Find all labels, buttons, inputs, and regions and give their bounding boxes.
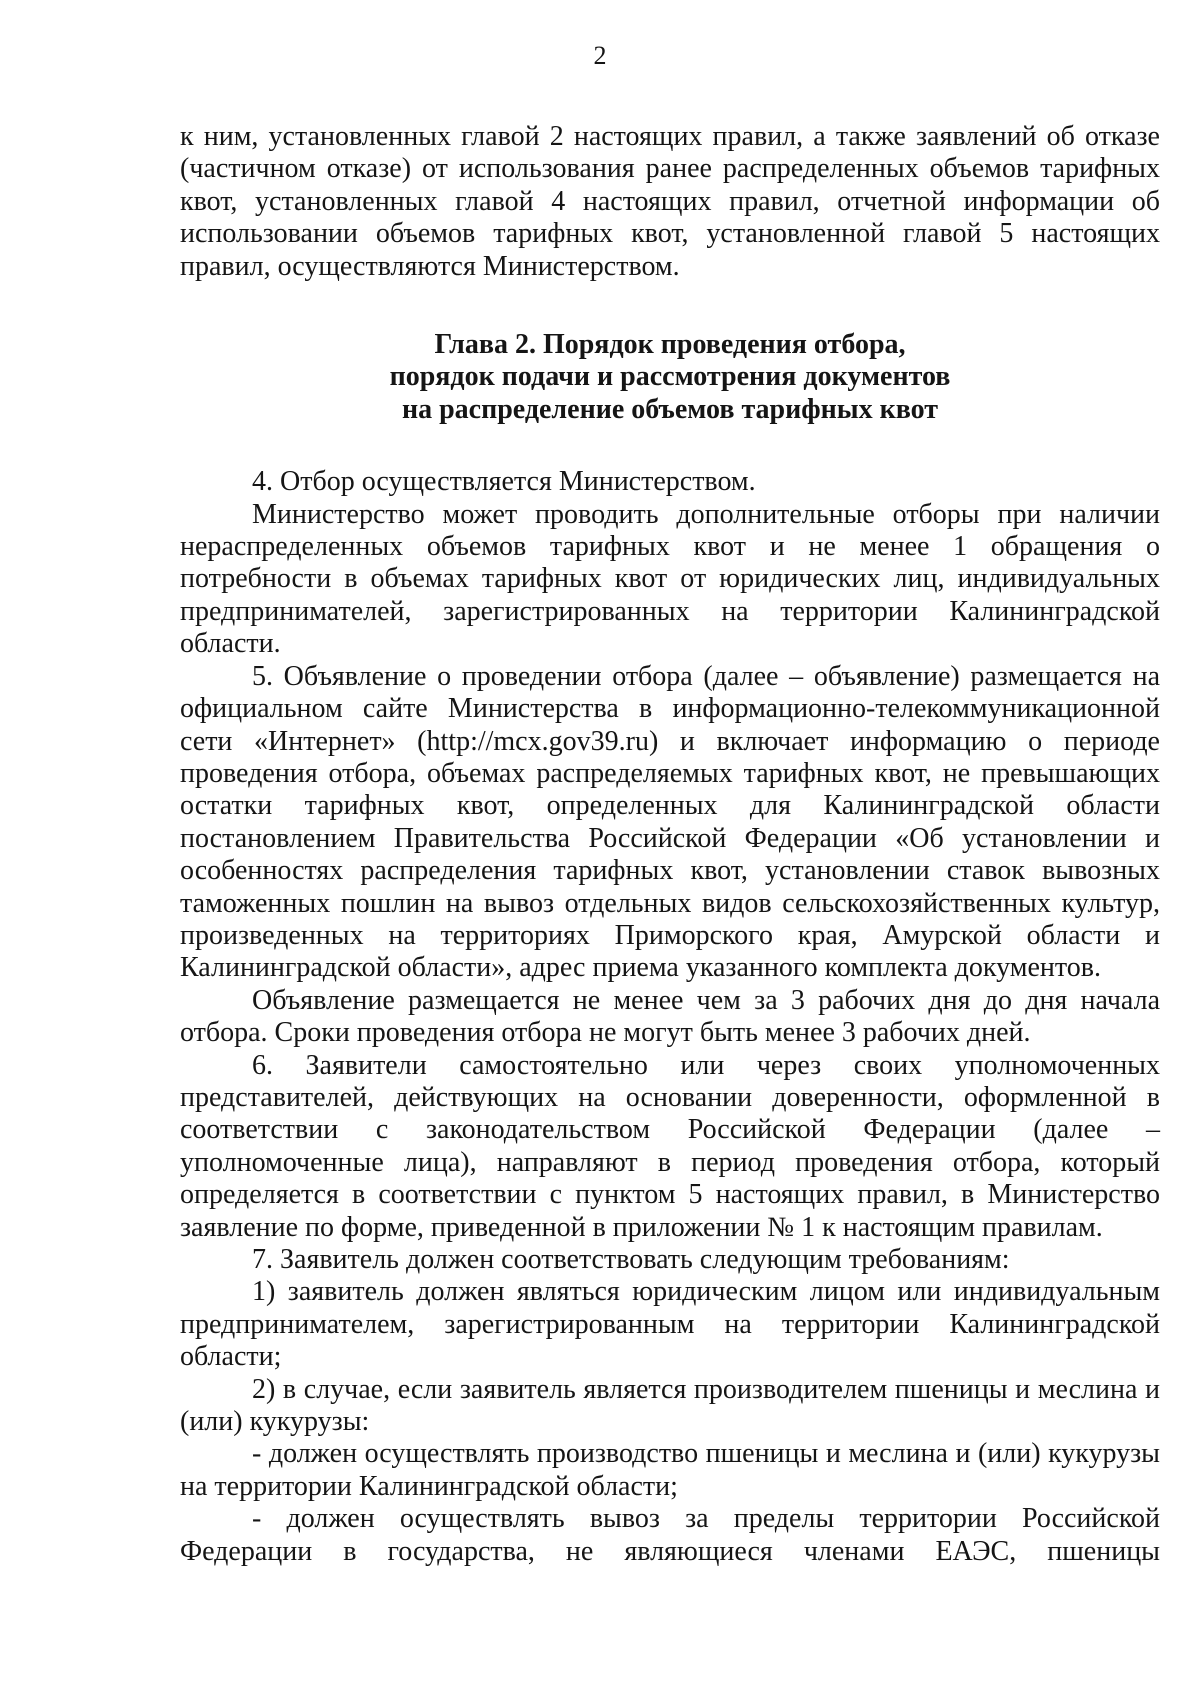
requirement-2-production: - должен осуществлять производство пшеницы и меслина и (или) кукурузы на территории Калининградской области;: [180, 1438, 1160, 1502]
requirement-2-export: - должен осуществлять вывоз за пределы территории Российской Федерации в государства, не являющиеся членами ЕАЭС, пшеницы: [180, 1503, 1160, 1567]
paragraph-4: 4. Отбор осуществляется Министерством.: [252, 466, 756, 498]
chapter-heading: [180, 329, 1160, 426]
paragraph-announcement-terms: Объявление размещается не менее чем за 3 рабочих дня до дня начала отбора. Сроки проведения отбора не могут быть менее 3 рабочих дней.: [180, 984, 1160, 1049]
chapter-heading-line-2: порядок подачи и рассмотрения документов: [389, 361, 951, 393]
page-number: 2: [593, 41, 607, 70]
chapter-heading-line-3: на распределение объемов тарифных квот: [401, 393, 939, 425]
intro-paragraph: к ним, установленных главой 2 настоящих правил, а также заявлений об отказе (частичном отказе) от использования ранее распределенных объемов тарифных квот, установленных главой 4 настоящих правил, отчетной информации об использовании объемов тарифных квот, установленной главой 5 настоящих правил, осуществляются Министерством.: [180, 121, 1160, 282]
paragraph-5: 5. Объявление о проведении отбора (далее – объявление) размещается на официальном сайте Министерства в информационно-телекоммуникационной сети «Интернет» (http://mcx.gov39.ru) и включает информацию о периоде проведения отбора, объемах распределяемых тарифных квот, не превышающих остатки тарифных квот, определенных для Калининградской области постановлением Правительства Российской Федерации «Об установлении и особенностях распределения тарифных квот, установлении ставок вывозных таможенных пошлин на вывоз отдельных видов сельскохозяйственных культур, произведенных на территориях Приморского края, Амурской области и Калининградской области», адрес приема указанного комплекта документов.: [180, 660, 1160, 984]
chapter-heading-line-1: Глава 2. Порядок проведения отбора,: [434, 329, 906, 361]
requirement-1: 1) заявитель должен являться юридическим лицом или индивидуальным предпринимателем, зарегистрированным на территории Калининградской области;: [180, 1276, 1160, 1373]
paragraph-7: 7. Заявитель должен соответствовать следующим требованиям:: [252, 1244, 1010, 1275]
paragraph-6: 6. Заявители самостоятельно или через своих уполномоченных представителей, действующих на основании доверенности, оформленной в соответствии с законодательством Российской Федерации (далее – уполномоченные лица), направляют в период проведения отбора, который определяется в соответствии с пунктом 5 настоящих правил, в Министерство заявление по форме, приведенной в приложении № 1 к настоящим правилам.: [180, 1049, 1160, 1243]
requirement-2: 2) в случае, если заявитель является производителем пшеницы и меслина и (или) кукурузы:: [180, 1373, 1160, 1438]
paragraph-additional-selection: Министерство может проводить дополнительные отборы при наличии нераспределенных объемов тарифных квот и не менее 1 обращения о потребности в объемах тарифных квот от юридических лиц, индивидуальных предпринимателей, зарегистрированных на территории Калининградской области.: [180, 498, 1160, 660]
document-body: [180, 121, 1160, 1568]
